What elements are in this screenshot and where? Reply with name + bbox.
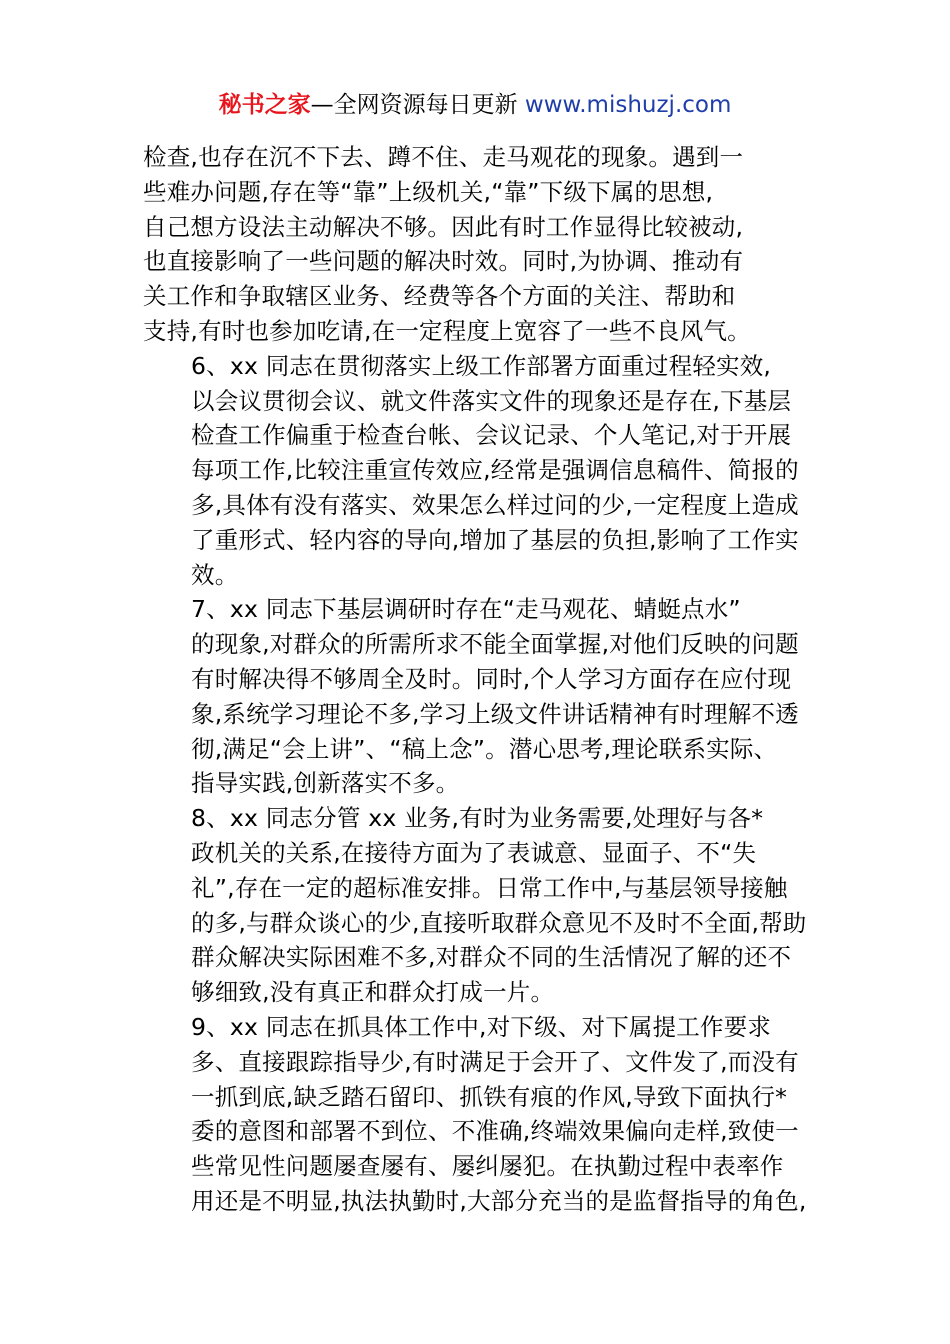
text-line: 够细致,没有真正和群众打成一片。 — [191, 978, 555, 1007]
text-line: 多、直接跟踪指导少,有时满足于会开了、文件发了,而没有 — [191, 1047, 799, 1076]
text-line: 的多,与群众谈心的少,直接听取群众意见不及时不全面,帮助 — [191, 908, 807, 937]
text-line: 也直接影响了一些问题的解决时效。同时,为协调、推动有 — [143, 247, 744, 276]
text-line: 支持,有时也参加吃请,在一定程度上宽容了一些不良风气。 — [143, 316, 751, 345]
text-line: 关工作和争取辖区业务、经费等各个方面的关注、帮助和 — [143, 282, 736, 311]
text-line: 用还是不明显,执法执勤时,大部分充当的是监督指导的角色, — [191, 1186, 807, 1215]
text-line: 指导实践,创新落实不多。 — [191, 769, 460, 798]
text-line: 多,具体有没有落实、效果怎么样过问的少,一定程度上造成 — [191, 490, 799, 519]
text-line: 一抓到底,缺乏踏石留印、抓铁有痕的作风,导致下面执行* — [191, 1082, 788, 1111]
text-line: 检查工作偏重于检查台帐、会议记录、个人笔记,对于开展 — [191, 421, 792, 450]
text-line: 自己想方设法主动解决不够。因此有时工作显得比较被动, — [143, 212, 744, 241]
paragraph — [143, 349, 811, 593]
paragraph — [143, 1010, 811, 1219]
site-header — [0, 88, 950, 122]
text-line: 了重形式、轻内容的导向,增加了基层的负担,影响了工作实 — [191, 525, 799, 554]
paragraph — [143, 592, 811, 801]
text-line: 6、xx 同志在贯彻落实上级工作部署方面重过程轻实效, — [191, 351, 772, 380]
text-line: 政机关的关系,在接待方面为了表诚意、显面子、不“失 — [191, 838, 757, 867]
text-line: 些难办问题,存在等“靠”上级机关,“靠”下级下属的思想, — [143, 177, 714, 206]
text-line: 以会议贯彻会议、就文件落实文件的现象还是存在,下基层 — [191, 386, 792, 415]
text-line: 有时解决得不够周全及时。同时,个人学习方面存在应付现 — [191, 664, 792, 693]
text-line: 群众解决实际困难不多,对群众不同的生活情况了解的还不 — [191, 943, 792, 972]
text-line: 彻,满足“会上讲”、“稿上念”。潜心思考,理论联系实际、 — [191, 734, 778, 763]
text-line: 每项工作,比较注重宣传效应,经常是强调信息稿件、简报的 — [191, 456, 799, 485]
text-line: 象,系统学习理论不多,学习上级文件讲话精神有时理解不透 — [191, 699, 799, 728]
text-line: 7、xx 同志下基层调研时存在“走马观花、蜻蜓点水” — [191, 595, 741, 624]
text-line: 检查,也存在沉不下去、蹲不住、走马观花的现象。遇到一 — [143, 143, 744, 171]
site-url-link[interactable]: www.mishuzj.com — [524, 92, 732, 118]
document-body — [143, 140, 811, 1219]
site-brand: 秘书之家 — [218, 92, 311, 118]
text-line: 委的意图和部署不到位、不准确,终端效果偏向走样,致使一 — [191, 1117, 799, 1146]
paragraph — [143, 801, 811, 1010]
text-line: 的现象,对群众的所需所求不能全面掌握,对他们反映的问题 — [191, 630, 799, 659]
site-tagline: —全网资源每日更新 — [310, 92, 525, 118]
text-line: 些常见性问题屡查屡有、屡纠屡犯。在执勤过程中表率作 — [191, 1152, 784, 1181]
text-line: 效。 — [191, 560, 239, 589]
text-line: 9、xx 同志在抓具体工作中,对下级、对下属提工作要求 — [191, 1012, 772, 1041]
text-line: 礼”,存在一定的超标准安排。日常工作中,与基层领导接触 — [191, 873, 788, 902]
text-line: 8、xx 同志分管 xx 业务,有时为业务需要,处理好与各* — [191, 804, 764, 833]
paragraph — [143, 140, 811, 349]
